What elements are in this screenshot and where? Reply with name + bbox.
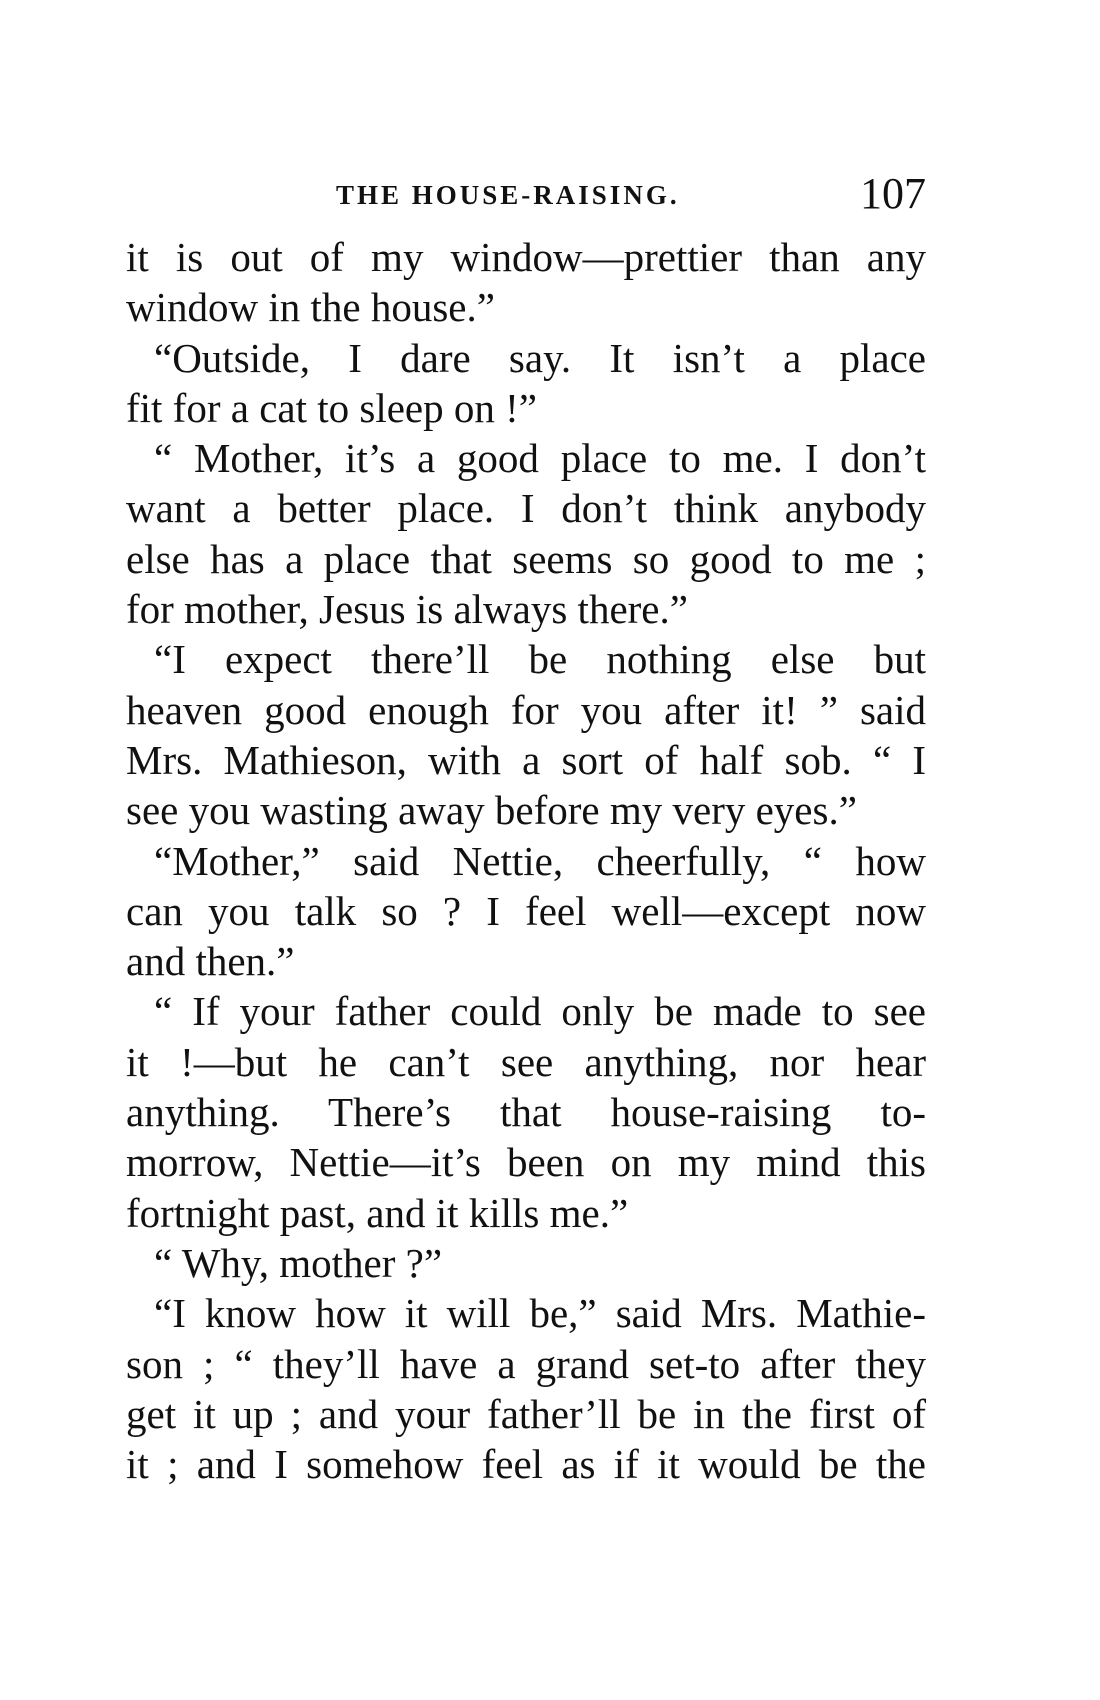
text-line: “Outside, I dare say. It isn’t a place [154,334,926,381]
text-line: fortnight past, and it kills me.” [126,1189,629,1236]
text-line: it ; and I somehow feel as if it would be the [126,1441,926,1488]
text-line: see you wasting away before my very eyes.” [126,787,857,834]
text-line: it is out of my window—prettier than any [126,234,926,280]
body-text [126,232,926,1489]
text-line: son ; “ they’ll have a grand set-to after they [126,1340,926,1387]
running-head: THE HOUSE-RAISING. [336,180,680,210]
text-line: “ If your father could only be made to see [154,988,926,1035]
text-line: “I expect there’ll be nothing else but [154,636,926,683]
text-line: anything. There’s that house-raising to- [126,1089,926,1136]
text-line: morrow, Nettie—it’s been on my mind this [126,1139,926,1186]
page-header [126,168,926,228]
text-line: fit for a cat to sleep on !” [126,384,537,431]
text-line: “Mother,” said Nettie, cheerfully, “ how [154,837,926,884]
text-line: can you talk so ? I feel well—except now [126,887,926,934]
text-line: want a better place. I don’t think anybody [126,485,926,532]
text-line: “ Mother, it’s a good place to me. I don’t [154,435,926,482]
text-line: “ Why, mother ?” [154,1239,443,1286]
text-line: window in the house.” [126,284,495,331]
text-line: Mrs. Mathieson, with a sort of half sob. “ I [126,736,926,783]
text-line: for mother, Jesus is always there.” [126,586,688,633]
page-number: 107 [860,169,926,218]
text-line: “I know how it will be,” said Mrs. Mathie- [154,1290,926,1337]
text-line: else has a place that seems so good to me ; [126,535,926,582]
text-line: and then.” [126,938,295,985]
text-line: get it up ; and your father’ll be in the first of [126,1390,926,1437]
text-line: it !—but he can’t see anything, nor hear [126,1038,926,1085]
text-line: heaven good enough for you after it! ” said [126,686,926,733]
